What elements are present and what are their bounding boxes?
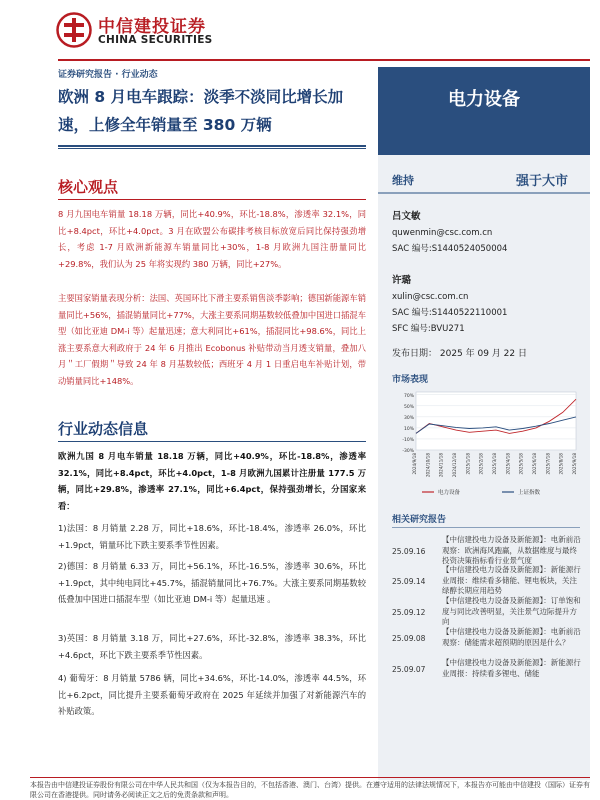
- related-report-text[interactable]: 【中信建投电力设备及新能源】：新能源行业周报：维续看多储能、锂电板块，关注绿醇长期应用趋势: [442, 565, 581, 595]
- related-report-date: 25.09.08: [392, 634, 426, 643]
- x-tick-label: 2025/5/18: [518, 453, 524, 475]
- y-tick-label: 50%: [403, 404, 414, 410]
- analyst-license: SAC 编号:S1440524050004: [392, 244, 508, 254]
- core-view-paragraph: 8 月九国电车销量 18.18 万辆，同比+40.9%，环比-18.8%，渗透率 32.1%，同比+8.4pct，环比+4.0pct。3 月在欧盟公布碳排考核目标放宽后同比保持强劲增长，考虑 1-7 月欧洲新能源车销量同比+30%，1-8 月欧洲九国注册量同比+29.8%，我们认为 25 年将实现约 380 万辆，同比+27%。: [58, 209, 366, 269]
- x-tick-label: 2025/2/18: [478, 453, 484, 475]
- report-title: 欧洲 8 月电车跟踪：淡季不淡同比增长加速，上修全年销量至 380 万辆: [58, 88, 344, 134]
- x-tick-label: 2024/9/18: [412, 453, 417, 475]
- market-performance-chart: [392, 386, 582, 504]
- title-divider: [58, 145, 366, 147]
- x-tick-label: 2025/3/18: [492, 453, 497, 475]
- publish-date: 发布日期： 2025 年 09 月 22 日: [392, 349, 527, 359]
- core-view-paragraph: 主要国家销量表现分析：法国、英国环比下滑主要系销售淡季影响；德国新能源车销量同比+56%，插混销量同比+77%，大涨主要系同期基数较低叠加中国进口插混车型（如比亚迪 DM-i 等）起量迅速；意大利同比+61%，插混同比+98.6%，同比上涨主要系意大利政府于 24 年 6 月推出 Ecobonus 补贴带动当月透支销量，叠加八月＂工厂假期＂导致 24 年 8 月基数较低；西班牙 4 月 1 日重启电车补贴计划，带动销量同比+148%。: [58, 293, 366, 386]
- analyst-card: [392, 274, 507, 336]
- related-report-date: 25.09.07: [392, 665, 426, 674]
- y-tick-label: -10%: [402, 437, 414, 443]
- x-tick-label: 2024/12/18: [452, 453, 457, 478]
- sector-name: 电力设备: [448, 89, 520, 110]
- rating-label: 维持: [392, 174, 414, 187]
- y-tick-label: 10%: [403, 426, 414, 432]
- header-divider: [58, 59, 590, 61]
- logo-text-en: CHINA SECURITIES: [98, 34, 213, 46]
- x-tick-label: 2024/11/18: [438, 453, 444, 478]
- industry-news-title: 行业动态信息: [58, 420, 149, 438]
- related-reports-title: 相关研究报告: [392, 515, 447, 525]
- industry-paragraph: 欧洲九国 8 月电车销量 18.18 万辆，同比+40.9%，环比-18.8%，渗透率 32.1%，同比+8.4pct，环比+4.0pct，1-8 月欧洲九国累计注册量 177.5 万辆，同比+29.8%，渗透率 27.1%，同比+6.4pct，保持强劲增长，分国家来看：: [58, 451, 366, 511]
- analyst-name: 许璐: [392, 275, 412, 286]
- title-divider-thin: [58, 148, 366, 149]
- report-type: 证券研究报告 · 行业动态: [58, 70, 158, 80]
- related-report-text[interactable]: 【中信建投电力设备及新能源】：电新前沿观察：储能需求超预期的原因是什么？: [442, 627, 581, 647]
- footer-divider: [30, 777, 590, 778]
- analyst-email[interactable]: quwenmin@csc.com.cn: [392, 228, 493, 238]
- related-report-text[interactable]: 【中信建投电力设备及新能源】：订单饱和度与同比改善明显，关注景气边际提升方向: [442, 596, 581, 626]
- related-report-item[interactable]: [392, 596, 582, 630]
- sector-banner: [378, 67, 590, 155]
- chart-plot-area: [416, 392, 576, 450]
- y-tick-label: -30%: [402, 449, 414, 454]
- x-tick-label: 2024/10/18: [425, 453, 431, 478]
- analyst-name: 吕文敏: [392, 211, 421, 222]
- x-tick-label: 2025/6/18: [532, 453, 537, 475]
- x-tick-label: 2025/7/18: [545, 453, 551, 475]
- disclaimer-footer: 本报告由中信建投证券股份有限公司在中华人民共和国（仅为本报告目的，不包括香港、澳门、台湾）提供。在遵守适用的法律法规情况下，本报告亦可能由中信建投（国际）证券有限公司在香港提供。同时请务必阅读正文之后的免责条款和声明。: [30, 781, 590, 799]
- analyst-email[interactable]: xulin@csc.com.cn: [392, 292, 469, 302]
- industry-paragraph: 1)法国：8 月销量 2.28 万，同比+18.6%，环比-18.4%，渗透率 26.0%，环比+1.9pct，销量环比下跌主要系季节性因素。: [58, 523, 366, 550]
- related-divider: [392, 527, 580, 528]
- industry-paragraph: 4) 葡萄牙：8 月销量 5786 辆，同比+34.6%，环比-14.0%，渗透率 44.5%，环比+6.2pct，同比提升主要系葡萄牙政府在 2025 年延续并加强了对新能源汽车的补贴政策。: [58, 673, 366, 716]
- core-view-title: 核心观点: [58, 178, 119, 196]
- related-report-item[interactable]: [392, 658, 582, 680]
- related-report-date: 25.09.16: [392, 547, 426, 556]
- rating-row: [378, 166, 590, 194]
- x-tick-label: 2025/4/18: [505, 453, 511, 475]
- analyst-card: [392, 210, 507, 256]
- market-performance-title: 市场表现: [392, 375, 429, 385]
- x-tick-label: 2025/1/18: [465, 453, 471, 475]
- legend-label: 电力设备: [438, 490, 461, 496]
- related-report-item[interactable]: [392, 627, 582, 659]
- y-tick-label: 30%: [403, 415, 414, 421]
- company-logo: [56, 10, 216, 54]
- industry-paragraph: 2)德国：8 月销量 6.33 万，同比+56.1%，环比-16.5%，渗透率 30.6%，环比+1.9pct，其中纯电同比+45.7%，插混销量同比+76.7%。大涨主要系同期基数较低叠加中国进口插混车型（如比亚迪 DM-i 等）起量迅速 。: [58, 561, 366, 604]
- related-report-date: 25.09.14: [392, 577, 426, 586]
- related-report-date: 25.09.12: [392, 608, 426, 617]
- legend-label: 上证指数: [518, 490, 541, 496]
- x-tick-label: 2025/9/18: [572, 453, 577, 475]
- y-tick-label: 70%: [403, 393, 414, 399]
- related-report-text[interactable]: 【中信建投电力设备及新能源】：电新前沿观察：欧洲海风跑赢，从数据维度与最终投资决策指标看行业景气度: [442, 535, 581, 565]
- analyst-license-sfc: SFC 编号:BVU271: [392, 324, 465, 334]
- related-report-text[interactable]: 【中信建投电力设备及新能源】：新能源行业周报：持续看多锂电、储能: [442, 658, 581, 678]
- industry-paragraph: 3)英国：8 月销量 3.18 万，同比+27.6%，环比-32.8%，渗透率 38.3%，环比+4.6pct，环比下跌主要系季节性因素。: [58, 633, 366, 660]
- core-view-divider: [58, 199, 366, 200]
- csc-logo-icon: [56, 12, 92, 48]
- analyst-license: SAC 编号:S1440522110001: [392, 308, 508, 318]
- industry-news-divider: [58, 441, 366, 442]
- rating-value: 强于大市: [515, 174, 568, 189]
- x-tick-label: 2025/8/18: [558, 453, 564, 475]
- logo-text-cn: 中信建投证券: [98, 17, 206, 37]
